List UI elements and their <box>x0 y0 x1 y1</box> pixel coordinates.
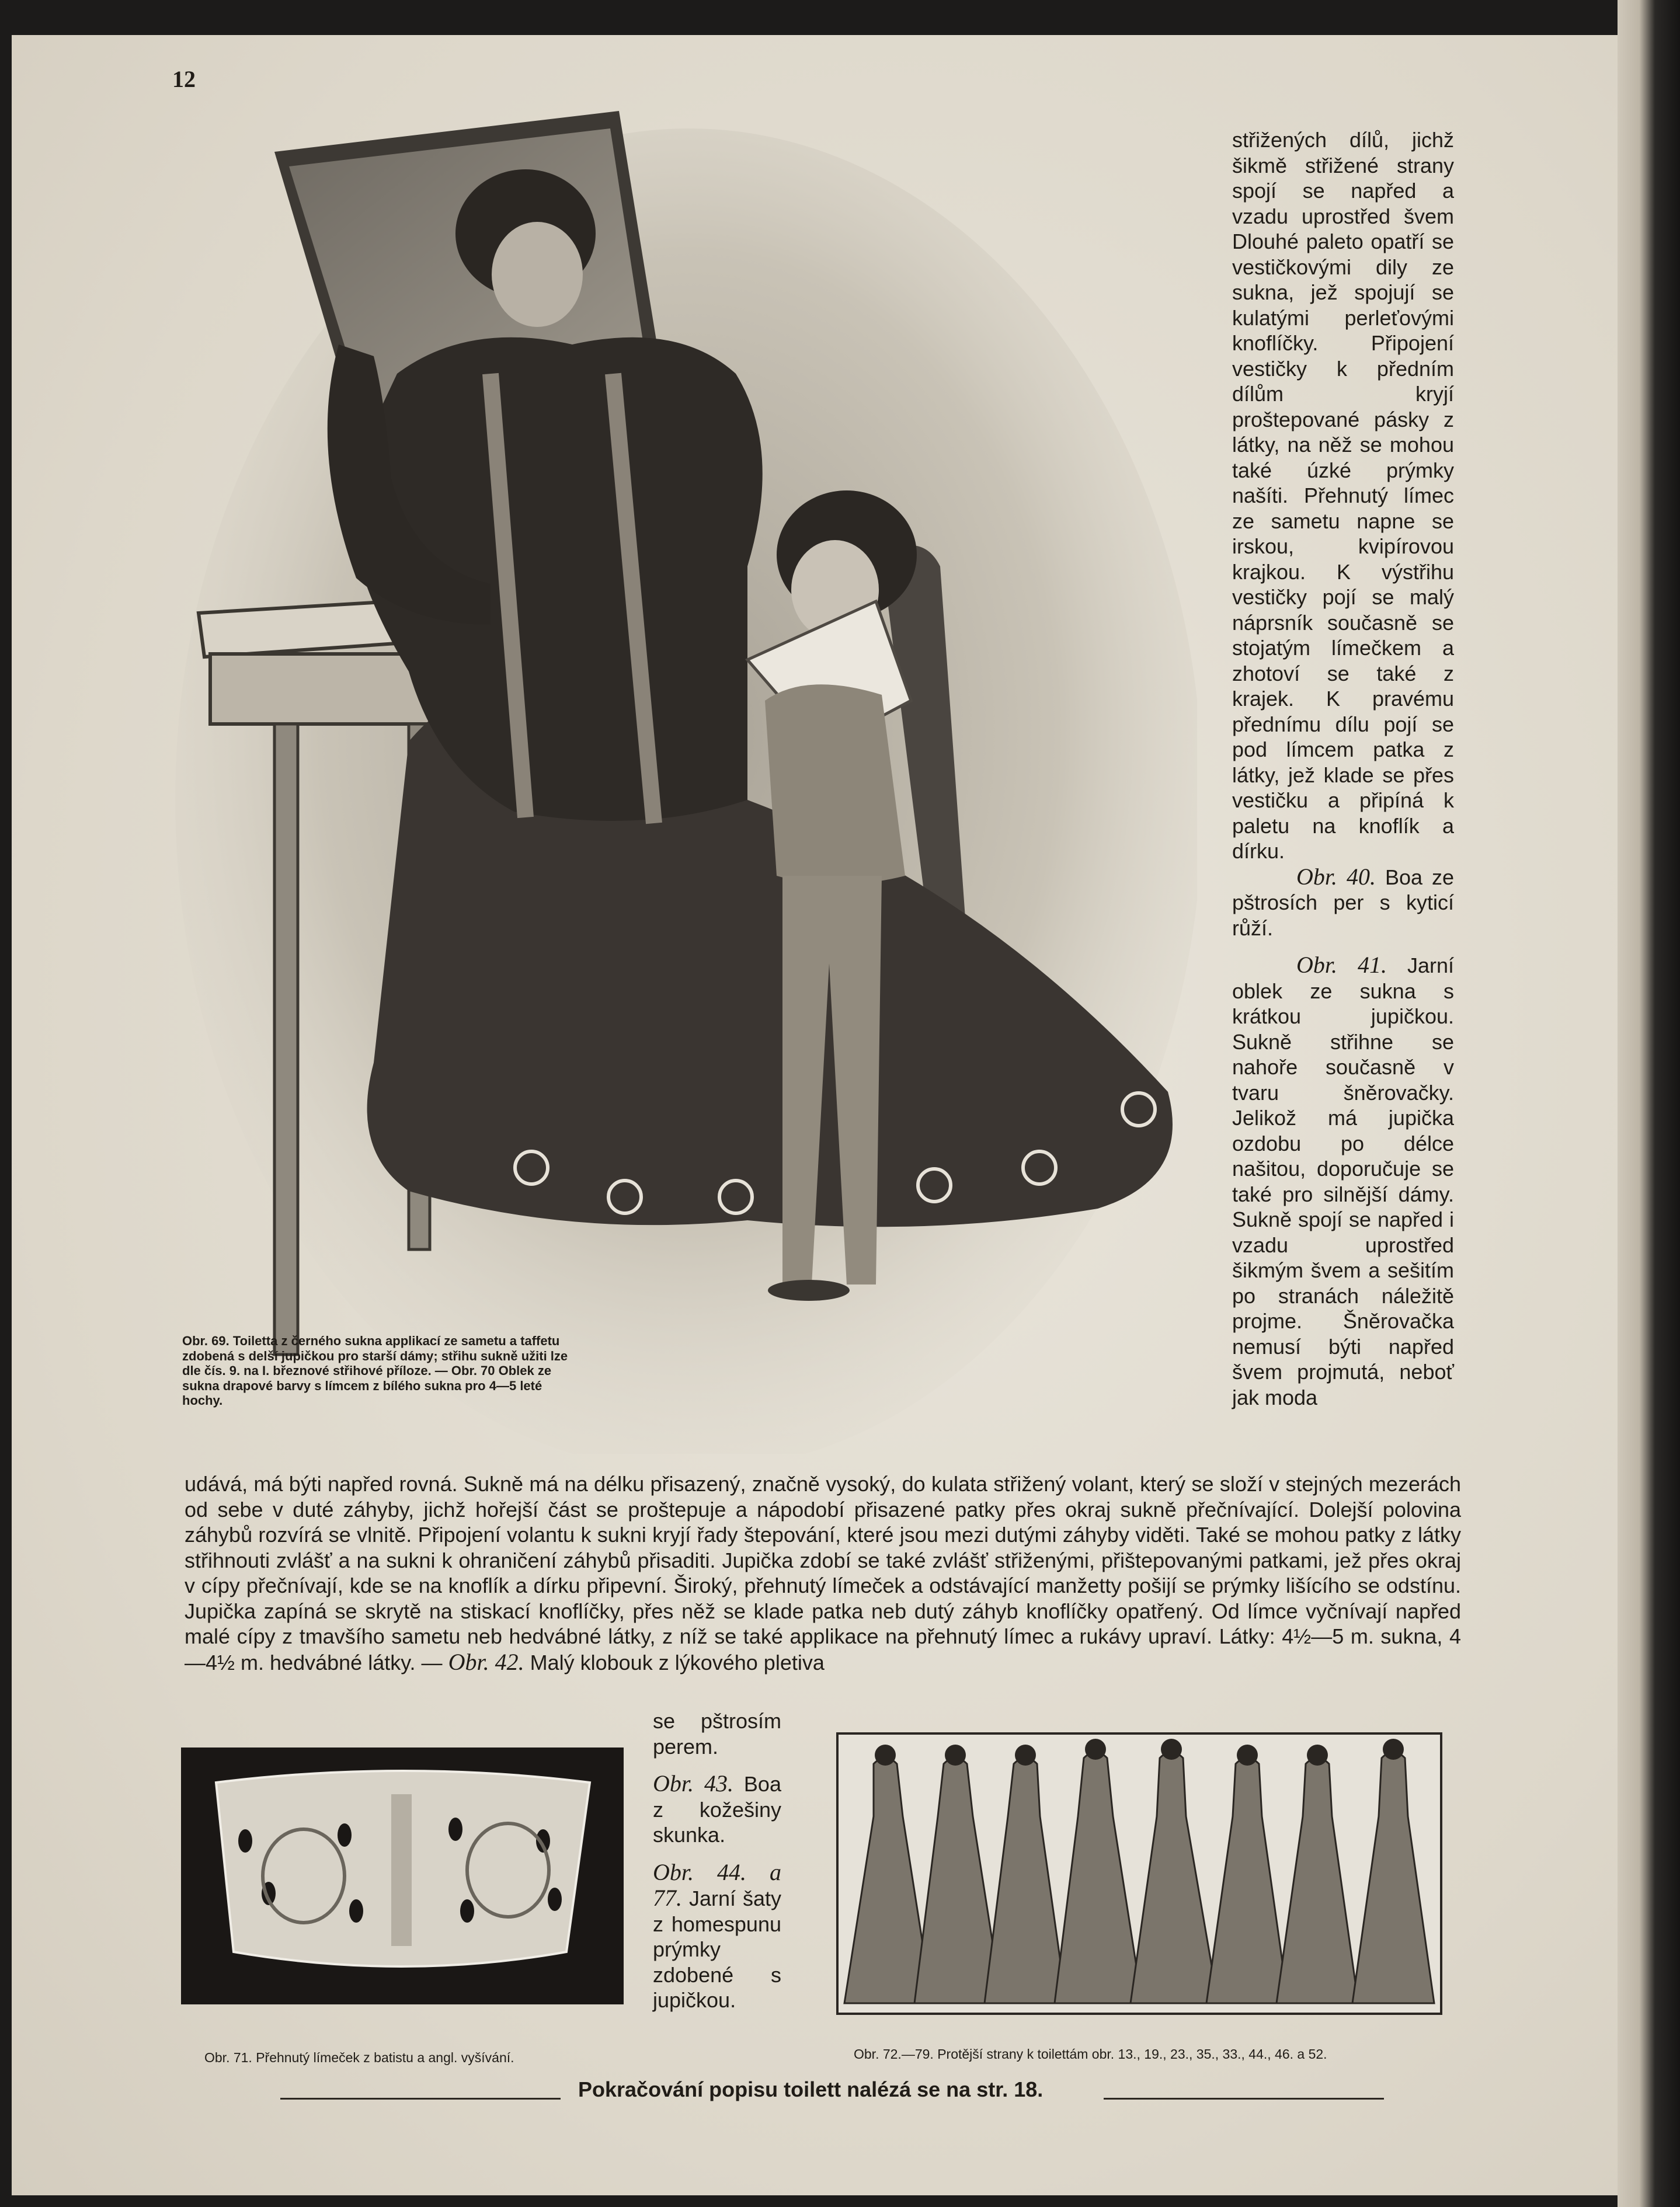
obr41-ref: Obr. 41. <box>1296 952 1387 978</box>
obr40-text: Boa ze pštrosích per s kyticí růží. <box>1232 865 1454 940</box>
obr44-ref: Obr. 44. a 77. <box>653 1858 781 1911</box>
obr40-paragraph <box>1232 864 1454 941</box>
center-text-column <box>653 1708 781 2013</box>
footer-note: Pokračování popisu toilett nalézá se na str. 18. <box>578 2077 1044 2101</box>
footer-rule-right <box>1104 2098 1384 2100</box>
right-col-paragraph-1: střižených dílů, jichž šikmě střižené strany spojí se napřed a vzadu uprostřed švem Dlouhé paleto opatří se vestičkovými dily ze sukna, jež spojují se kulatými perleťovými knoflíčky. Připojení vestičky k předním dílům kryjí proštepované pásky z látky, na něž se mohou také úzké prýmky našíti. Přehnutý límec ze sametu napne se irskou, kvipírovou krajkou. K výstřihu vestičky pojí se malý náprsník současně se stojatým límečkem a zhotoví se také z krajek. K pravému přednímu dílu pojí se pod límcem patka z látky, jež klade se přes vestičku a připíná k paletu na knoflík a dírku. <box>1232 128 1454 863</box>
full-width-paragraph <box>185 1471 1461 1675</box>
illustration-mother-son <box>164 99 1197 1454</box>
collar-picture <box>181 1748 624 2004</box>
obr42-text: Malý klobouk z lýkového pletiva <box>530 1650 825 1675</box>
main-caption: Obr. 69. Toiletta z černého sukna applikací ze sametu a taffetu zdobená s delší jupičkou pro starší dámy; střihu sukně užiti lze dle čís. 9. na I. březnové střihové příloze. — Obr. 70 Oblek ze sukna drapové barvy s límcem z bílého sukna pro 4—5 leté hochy. <box>182 1334 568 1408</box>
obr44-text: Jarní šaty z homespunu prýmky zdobené s jupičkou. <box>653 1886 781 2012</box>
obr43-ref: Obr. 43. <box>653 1770 733 1797</box>
obr42-ref: Obr. 42. <box>448 1648 524 1675</box>
figures-caption: Obr. 72.—79. Protější strany k toilettám obr. 13., 19., 23., 35., 33., 44., 46. a 52. <box>854 2046 1327 2062</box>
page-edge <box>1618 0 1680 2207</box>
collar-caption: Obr. 71. Přehnutý límeček z batistu a angl. vyšívání. <box>204 2050 514 2065</box>
obr40-ref: Obr. 40. <box>1296 863 1376 890</box>
center-line-1: se pštrosím perem. <box>653 1709 781 1759</box>
footer-rule-left <box>280 2098 561 2100</box>
obr44-paragraph <box>653 1860 781 2013</box>
right-text-column <box>1232 127 1454 1410</box>
obr43-text: Boa z kožešiny skunka. <box>653 1772 781 1847</box>
obr43-paragraph <box>653 1771 781 1848</box>
materials-label: Látky: <box>1219 1624 1275 1648</box>
materials-text: 4½—5 m. sukna, 4—4½ m. hedvábné látky. — <box>185 1624 1462 1675</box>
obr41-paragraph <box>1232 952 1454 1410</box>
page-number: 12 <box>172 66 196 92</box>
obr41-text: Jarní oblek ze sukna s krátkou jupičkou. Sukně střihne se nahoře současně v tvaru šněrovačky. Jelikož má jupička ozdobu po délce našitou, doporučuje se také pro silnější dámy. Sukně spojí se napřed i vzadu uprostřed šikmým švem a sešitím po stranách náležitě projme. Šněrovačka nemusí býti napřed švem projmutá, neboť jak moda <box>1232 953 1454 1409</box>
main-illustration <box>164 99 1197 1454</box>
collar-illustration <box>181 1748 624 2004</box>
eight-dress-figures <box>839 1735 1440 2013</box>
figures-illustration <box>836 1732 1442 2015</box>
full-width-text: udává, má býti napřed rovná. Sukně má na délku přisazený, značně vysoký, do kulata střižený volant, který se složí v stejných mezerách od sebe v duté záhyby, jichž hořejší část se proštepuje a nápodobí přisazené patky přes okraj sukně přečnívající. Dolejší polovina záhybů rozvírá se vlnitě. Připojení volantu k sukni kryjí řady štepování, které jsou mezi dutými záhyby viděti. Také se mohou patky z látky střihnouti zvlášť a na sukni k ohraničení záhybů přisaditi. Jupička zdobí se také zvlášť střiženými, přištepovanými patkami, jež přes okraj v cípy přečnívají, kde se na knoflík a dírku připevní. Široký, přehnutý límeček a odstávající manžetty pošijí se prýmky lišícího se odstínu. Jupička zapíná se skrytě na stiskací knoflíčky, přes něž se klade patka neb dutý záhyb knoflíčky opatřený. Od límce vyčnívají napřed malé cípy z tmavšího sametu neb hedvábné látky, z níž se také applikace na přehnutý límec a rukávy upraví. <box>185 1472 1461 1648</box>
